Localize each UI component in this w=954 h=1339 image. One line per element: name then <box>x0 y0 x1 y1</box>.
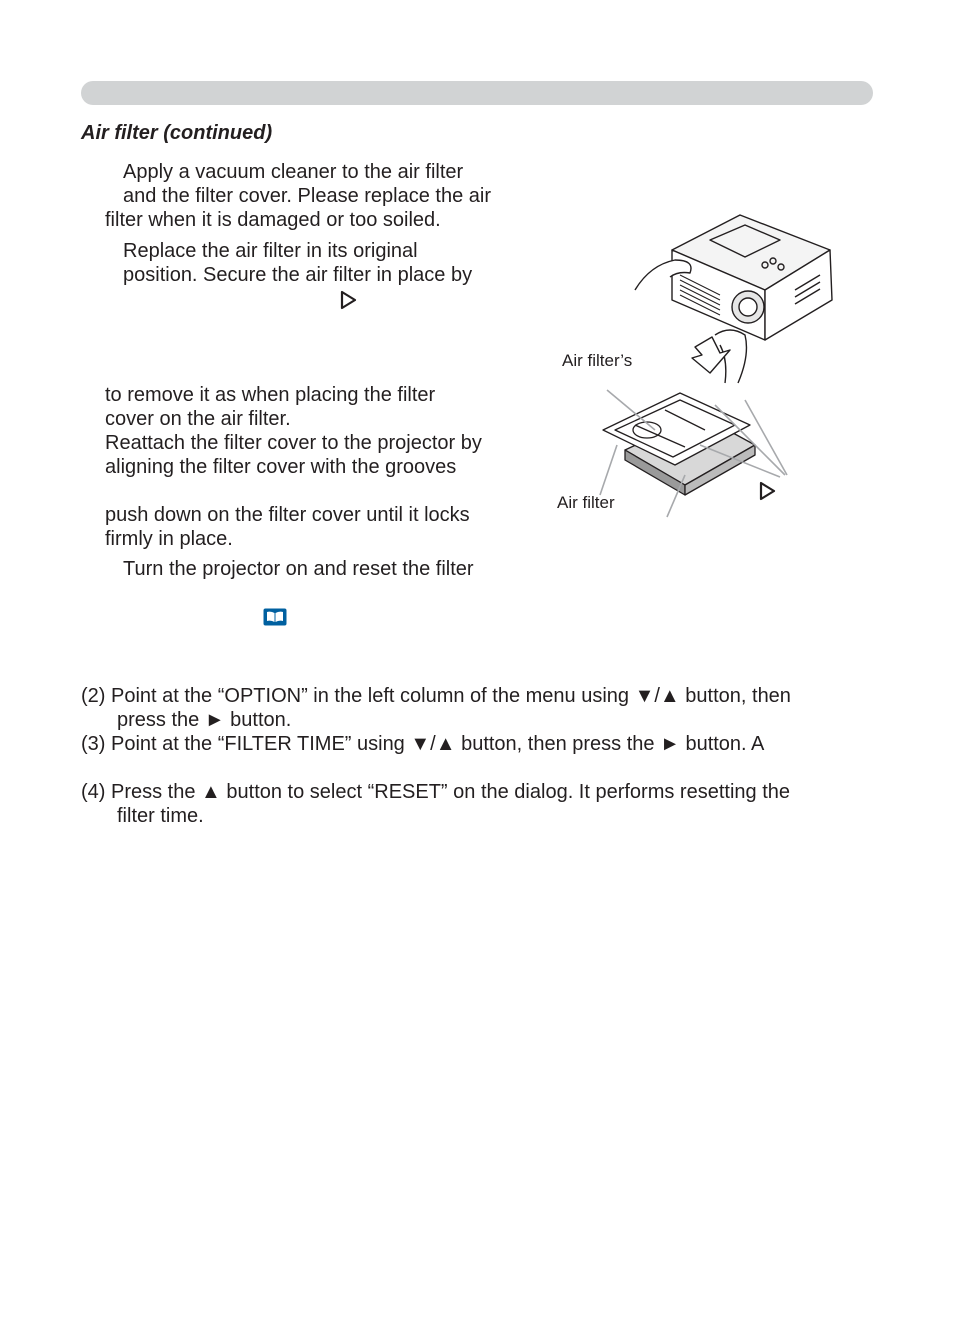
menu-step-line: (2) Point at the “OPTION” in the left column of the menu using ▼/▲ button, then <box>81 685 791 707</box>
menu-step-line: filter time. <box>117 805 204 827</box>
step-text-line: firmly in place. <box>105 528 233 550</box>
step-text-line: and the filter cover. Please replace the air <box>123 185 491 207</box>
caption-air-filter-cover: Air filter’s <box>562 351 633 370</box>
menu-step-line: press the ► button. <box>117 709 292 731</box>
menu-step-line: (4) Press the ▲ button to select “RESET” on the dialog. It performs resetting the <box>81 781 791 803</box>
caption-air-filter: Air filter <box>557 493 615 512</box>
step-text-line: push down on the filter cover until it locks <box>105 504 470 526</box>
section-title: Air filter (continued) <box>81 122 273 144</box>
step-text-line: position. Secure the air filter in place by <box>123 264 473 286</box>
manual-book-icon[interactable] <box>263 608 287 626</box>
menu-step-line: (3) Point at the “FILTER TIME” using ▼/▲ button, then press the ► button. A <box>81 733 765 755</box>
step-text-line: Reattach the filter cover to the projector by <box>105 432 482 454</box>
step-text-line: Apply a vacuum cleaner to the air filter <box>123 161 464 183</box>
projector-illustration <box>620 205 845 385</box>
step-text-line: aligning the filter cover with the grooves <box>105 456 457 478</box>
step-text-line: Turn the projector on and reset the filter <box>123 558 474 580</box>
step-text-line: filter when it is damaged or too soiled. <box>105 209 441 231</box>
triangle-pointer-icon <box>340 290 358 310</box>
header-bar <box>81 81 873 105</box>
step-text-line: to remove it as when placing the filter <box>105 384 436 406</box>
step-text-line: Replace the air filter in its original <box>123 240 418 262</box>
triangle-pointer-icon <box>759 481 777 501</box>
step-text-line: cover on the air filter. <box>105 408 291 430</box>
